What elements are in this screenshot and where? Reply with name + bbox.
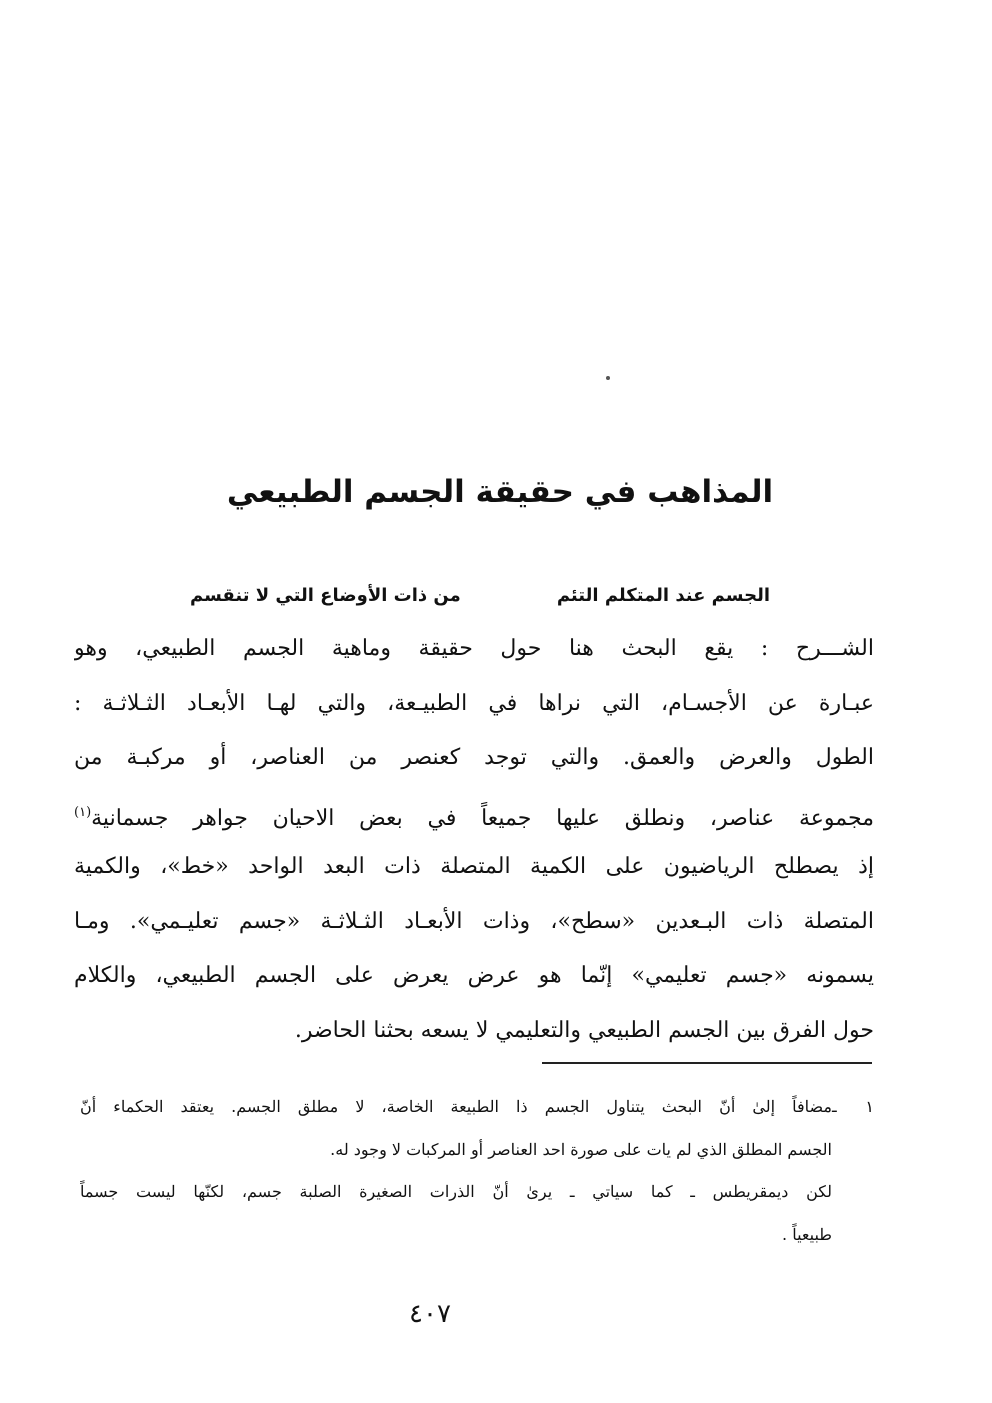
footnote-line — [80, 1086, 874, 1129]
scan-speck — [606, 376, 610, 380]
footnote-line: طبيعياً . — [782, 1224, 832, 1244]
subheading-left: من ذات الأوضاع التي لا تنقسم — [190, 585, 461, 606]
chapter-title: المذاهب في حقيقة الجسم الطبيعي — [226, 474, 774, 510]
subheading-right: الجسم عند المتكلم التئم — [556, 585, 770, 606]
footnote-reference: (١) — [74, 804, 92, 820]
body-line-text: مجموعة عناصر، ونطلق عليها جميعاً في بعض الاحيان جواهر جسمانية — [91, 805, 874, 831]
body-line: الشـــرح : يقع البحث هنا حول حقيقة وماهية الجسم الطبيعي، وهو — [74, 636, 874, 661]
footnote-line: لكن ديمقريطس ـ كما سياتي ـ يرىٰ أنّ الذرات الصغيرة الصلبة جسم، لكنّها ليست جسماً — [80, 1182, 832, 1201]
footnote-separator — [542, 1062, 872, 1064]
body-line: يسمونه «جسم تعليمي» إنّما هو عرض يعرض على الجسم الطبيعي، والكلام — [74, 963, 874, 988]
section-subheadings — [190, 578, 770, 614]
footnotes — [80, 1086, 874, 1256]
body-line: إذ يصطلح الرياضيون على الكمية المتصلة ذات البعد الواحد «خط»، والكمية — [74, 854, 874, 879]
body-line: المتصلة ذات البـعدين «سطح»، وذات الأبعـاد الثـلاثـة «جسم تعليـمي». ومـا — [74, 908, 874, 934]
page-number: ٤٠٧ — [409, 1299, 451, 1329]
footnote-number: ١ ـ — [832, 1097, 874, 1116]
footnote-text: مضافاً إلىٰ أنّ البحث يتناول الجسم ذا الطبيعة الخاصة، لا مطلق الجسم. يعتقد الحكماء أنّ — [80, 1097, 832, 1116]
body-line: حول الفرق بين الجسم الطبيعي والتعليمي لا يسعه بحثنا الحاضر. — [294, 1017, 874, 1043]
body-line: عبـارة عن الأجسـام، التي نراها في الطبيـعة، والتي لهـا الأبعـاد الثـلاثـة : — [74, 690, 874, 716]
body-paragraph — [74, 622, 874, 1058]
body-line — [74, 786, 874, 841]
footnote-line: الجسم المطلق الذي لم يات على صورة احد العناصر أو المركبات لا وجود له. — [330, 1139, 832, 1159]
body-line: الطول والعرض والعمق. والتي توجد كعنصر من العناصر، أو مركبـة من — [74, 745, 874, 770]
